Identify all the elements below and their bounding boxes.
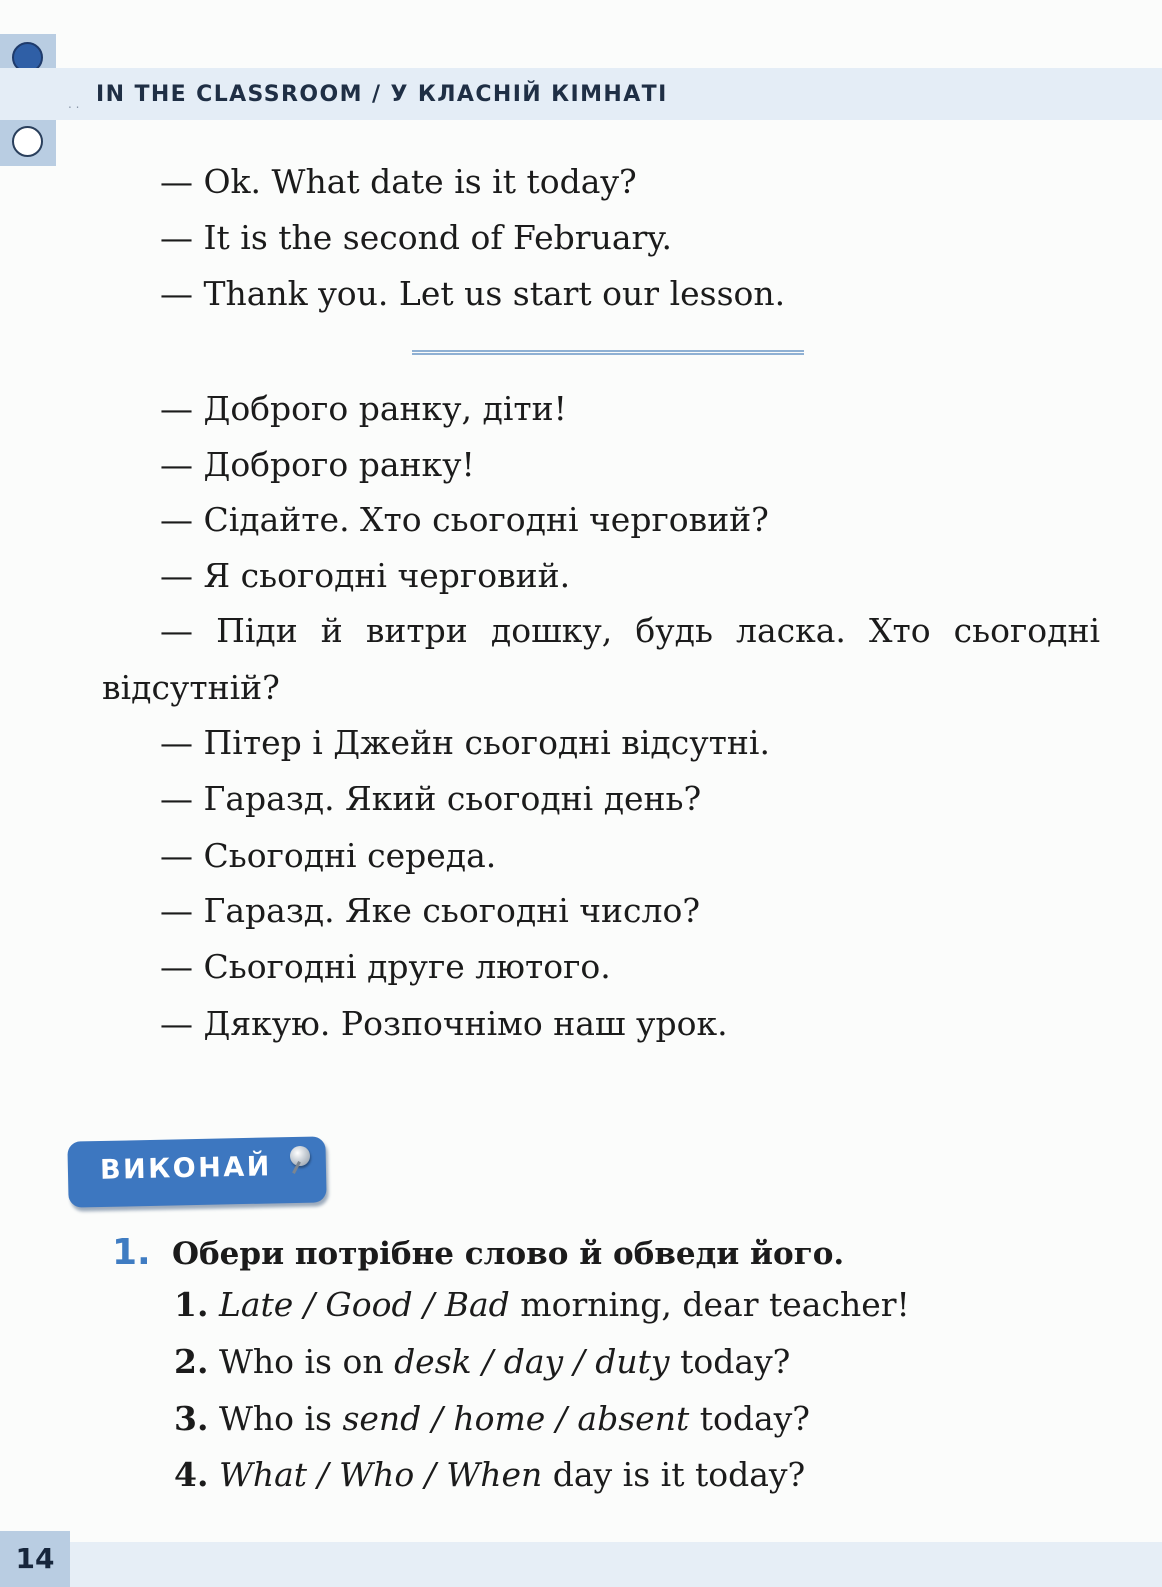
item-text: today?	[689, 1399, 810, 1438]
english-dialogue-line: — Thank you. Let us start our lesson.	[160, 274, 786, 313]
ukrainian-dialogue-line: — Сьогодні друге лютого.	[160, 947, 611, 986]
footer-band	[0, 1542, 1162, 1587]
exercise-number: 1.	[112, 1232, 151, 1273]
english-dialogue-line: — Ok. What date is it today?	[160, 162, 637, 201]
section-dot	[12, 126, 43, 157]
item-options[interactable]: What / Who / When	[218, 1455, 543, 1494]
item-number: 1.	[174, 1285, 209, 1324]
ukrainian-dialogue-line: — Я сьогодні черговий.	[160, 556, 571, 595]
ukrainian-dialogue-line: — Гаразд. Яке сьогодні число?	[160, 891, 701, 930]
item-options[interactable]: send / home / absent	[342, 1399, 690, 1438]
exercise-item	[174, 1455, 805, 1495]
ukrainian-dialogue-line: — Доброго ранку, діти!	[160, 389, 567, 428]
ukrainian-dialogue-line: — Доброго ранку!	[160, 445, 475, 484]
chapter-title: IN THE CLASSROOM / У КЛАСНІЙ КІМНАТІ	[96, 82, 668, 107]
ukrainian-dialogue-line: — Сьогодні середа.	[160, 836, 497, 875]
item-text: today?	[669, 1342, 791, 1381]
item-text: Who is	[208, 1399, 343, 1438]
pin-icon	[290, 1146, 310, 1166]
english-dialogue-line: — It is the second of February.	[160, 218, 673, 257]
exercise-instruction: Обери потрібне слово й обведи його.	[172, 1236, 845, 1272]
item-number: 3.	[174, 1399, 209, 1438]
item-text	[208, 1455, 219, 1494]
item-options[interactable]: Late / Good / Bad	[218, 1285, 510, 1324]
ukrainian-dialogue-line: — Пітер і Джейн сьогодні відсутні.	[160, 723, 770, 762]
item-number: 2.	[174, 1342, 209, 1381]
item-options[interactable]: desk / day / duty	[394, 1342, 670, 1381]
ukrainian-dialogue-line: — Дякую. Розпочнімо наш урок.	[160, 1004, 728, 1043]
ukrainian-dialogue-line: — Сідайте. Хто сьогодні черговий?	[160, 500, 769, 539]
ukrainian-dialogue-line: — Піди й витри дошку, будь ласка. Хто сьогодні	[160, 611, 1100, 650]
item-text: Who is on	[208, 1342, 395, 1381]
ukrainian-dialogue-line: — Гаразд. Який сьогодні день?	[160, 779, 702, 818]
ukrainian-dialogue-line-continuation: відсутній?	[102, 668, 280, 707]
item-number: 4.	[174, 1455, 209, 1494]
item-text: morning, dear teacher!	[509, 1285, 910, 1324]
exercise-item	[174, 1342, 790, 1382]
exercise-item	[174, 1285, 910, 1325]
section-divider	[412, 350, 804, 355]
task-badge-label: ВИКОНАЙ	[99, 1151, 273, 1186]
page-number: 14	[0, 1531, 70, 1587]
header-dots: . .	[68, 97, 80, 111]
exercise-item	[174, 1399, 810, 1439]
item-text: day is it today?	[542, 1455, 806, 1494]
